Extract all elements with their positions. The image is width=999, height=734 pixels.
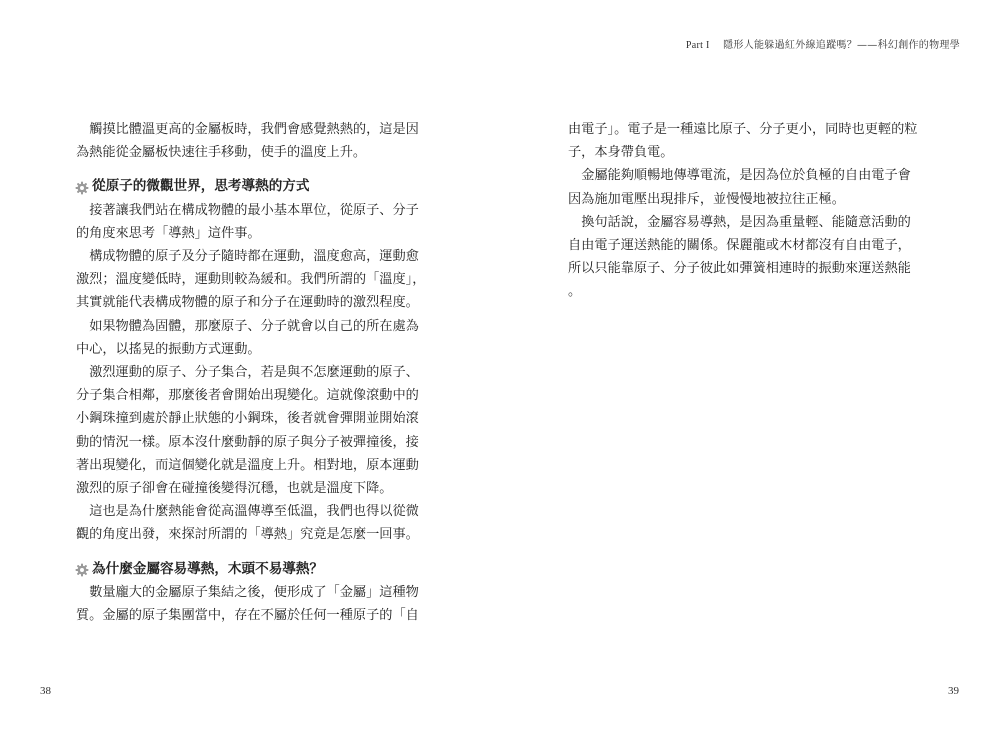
paragraph: 金屬能夠順暢地傳導電流，是因為位於負極的自由電子會因為施加電壓出現排斥，並慢慢地被拉往正極。	[568, 168, 911, 207]
running-header	[686, 36, 960, 51]
right-page-body	[568, 118, 924, 304]
section-heading-label: 為什麼金屬容易導熱，木頭不易導熱？	[92, 560, 324, 577]
page-number-right: 39	[948, 685, 959, 697]
intro-paragraph: 觸摸比體溫更高的金屬板時，我們會感覺熱熱的，這是因為熱能從金屬板快速往手移動，使手的溫度上升。	[76, 122, 419, 161]
left-page-body	[76, 118, 432, 627]
running-header-part: Part I	[685, 40, 710, 51]
section-heading-atomic-view	[76, 175, 432, 198]
section-heading-metal-vs-wood	[76, 558, 432, 581]
section-heading-label: 從原子的微觀世界，思考導熱的方式	[92, 178, 310, 195]
paragraph: 換句話說，金屬容易導熱，是因為重量輕、能隨意活動的自由電子運送熱能的關係。保麗龍或木材都沒有自由電子，所以只能靠原子、分子彼此如彈簧相連時的振動來運送熱能。	[568, 214, 911, 300]
paragraph: 接著讓我們站在構成物體的最小基本單位，從原子、分子的角度來思考「導熱」這件事。	[76, 202, 419, 241]
continuation-paragraph: 由電子」。電子是一種遠比原子、分子更小，同時也更輕的粒子，本身帶負電。	[568, 122, 918, 161]
paragraph: 數量龐大的金屬原子集結之後，便形成了「金屬」這種物質。金屬的原子集團當中，存在不屬於任何一種原子的「自	[76, 584, 419, 624]
paragraph: 激烈運動的原子、分子集合，若是與不怎麼運動的原子、分子集合相鄰，那麼後者會開始出現變化。這就像滾動中的小鋼珠撞到處於靜止狀態的小鋼珠，後者就會彈開並開始滾動的情況一樣。原本沒什麼動靜的原子與分子被彈撞後，接著出現變化，而這個變化就是溫度上升。相對地，原本運動激烈的原子卻會在碰撞後變得沉穩，也就是溫度下降。	[76, 365, 419, 497]
gear-icon	[75, 562, 89, 576]
paragraph: 構成物體的原子及分子隨時都在運動，溫度愈高，運動愈激烈；溫度變低時，運動則較為緩和。我們所謂的「溫度」，其實就能代表構成物體的原子和分子在運動時的激烈程度。	[76, 249, 426, 311]
gear-icon	[75, 180, 89, 194]
page-number-left: 38	[40, 685, 51, 697]
paragraph: 如果物體為固體，那麼原子、分子就會以自己的所在處為中心，以搖晃的振動方式運動。	[76, 318, 419, 357]
paragraph: 這也是為什麼熱能會從高溫傳導至低溫，我們也得以從微觀的角度出發，來探討所謂的「導熱」究竟是怎麼一回事。	[76, 504, 419, 543]
running-header-title: 隱形人能躲過紅外線追蹤嗎？——科幻創作的物理學	[723, 40, 960, 51]
